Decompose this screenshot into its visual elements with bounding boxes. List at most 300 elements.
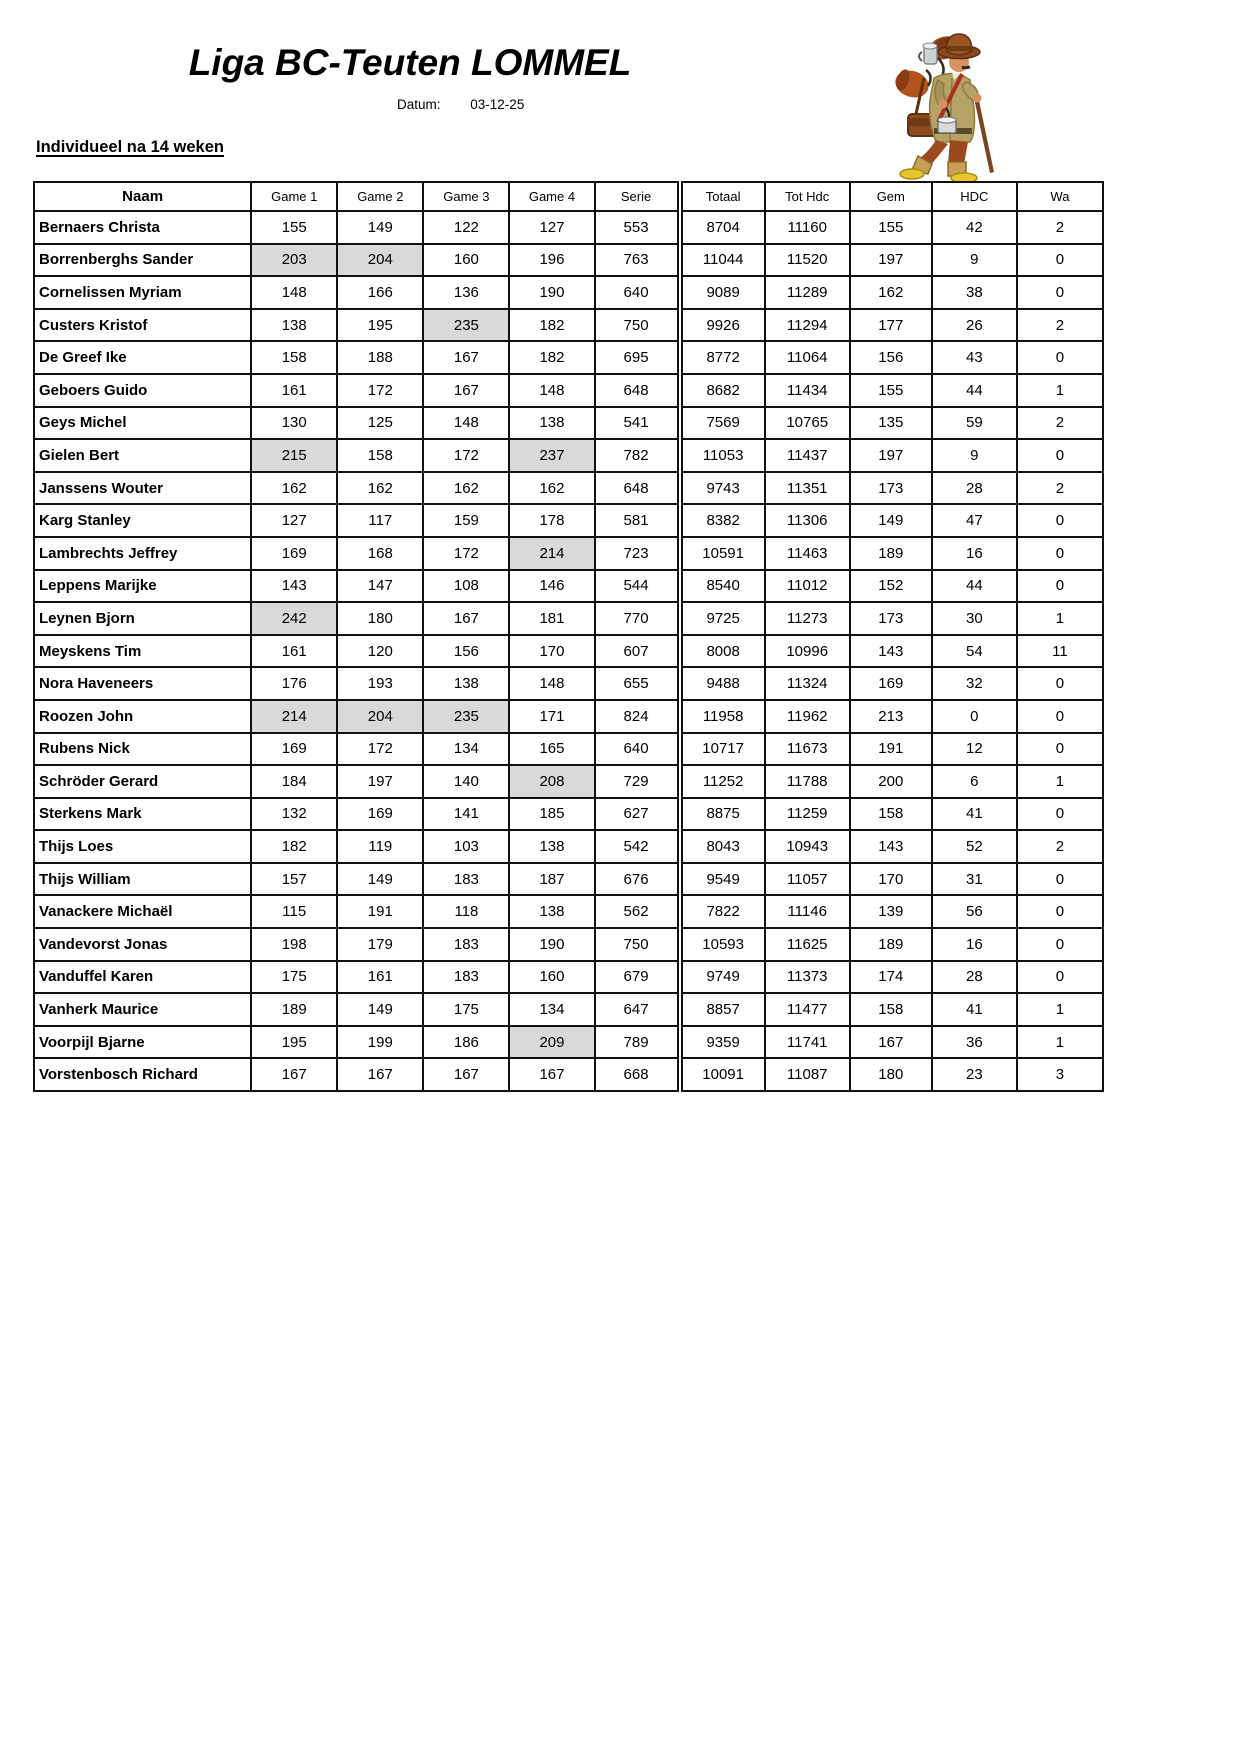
table-row xyxy=(34,276,1103,309)
game-score-cell: 134 xyxy=(423,733,509,766)
wa-cell: 11 xyxy=(1017,635,1103,668)
game-score-cell: 185 xyxy=(509,798,594,831)
totaal-cell: 8704 xyxy=(680,211,765,244)
game-score-cell: 182 xyxy=(509,309,594,342)
serie-cell: 824 xyxy=(595,700,680,733)
serie-cell: 544 xyxy=(595,570,680,603)
wa-cell: 0 xyxy=(1017,863,1103,896)
player-name-cell: Meyskens Tim xyxy=(34,635,251,668)
gem-cell: 213 xyxy=(850,700,932,733)
wa-cell: 0 xyxy=(1017,570,1103,603)
gem-cell: 152 xyxy=(850,570,932,603)
table-row xyxy=(34,537,1103,570)
wa-cell: 0 xyxy=(1017,504,1103,537)
col-header-gem: Gem xyxy=(850,182,932,211)
wa-cell: 0 xyxy=(1017,798,1103,831)
wa-cell: 2 xyxy=(1017,830,1103,863)
tot-hdc-cell: 11437 xyxy=(765,439,850,472)
hdc-cell: 56 xyxy=(932,895,1017,928)
game-score-cell: 189 xyxy=(251,993,337,1026)
game-score-cell: 203 xyxy=(251,244,337,277)
player-name-cell: Nora Haveneers xyxy=(34,667,251,700)
wa-cell: 2 xyxy=(1017,309,1103,342)
game-score-cell: 167 xyxy=(423,341,509,374)
game-score-cell: 214 xyxy=(509,537,594,570)
game-score-cell: 183 xyxy=(423,928,509,961)
hdc-cell: 44 xyxy=(932,374,1017,407)
game-score-cell: 119 xyxy=(337,830,423,863)
game-score-cell: 120 xyxy=(337,635,423,668)
gem-cell: 200 xyxy=(850,765,932,798)
gem-cell: 149 xyxy=(850,504,932,537)
game-score-cell: 166 xyxy=(337,276,423,309)
player-name-cell: Gielen Bert xyxy=(34,439,251,472)
totaal-cell: 10091 xyxy=(680,1058,765,1091)
serie-cell: 770 xyxy=(595,602,680,635)
tot-hdc-cell: 11625 xyxy=(765,928,850,961)
game-score-cell: 188 xyxy=(337,341,423,374)
totaal-cell: 9749 xyxy=(680,961,765,994)
player-name-cell: Bernaers Christa xyxy=(34,211,251,244)
tot-hdc-cell: 11259 xyxy=(765,798,850,831)
game-score-cell: 149 xyxy=(337,211,423,244)
table-row xyxy=(34,863,1103,896)
player-name-cell: Voorpijl Bjarne xyxy=(34,1026,251,1059)
totaal-cell: 11053 xyxy=(680,439,765,472)
wa-cell: 0 xyxy=(1017,341,1103,374)
wa-cell: 0 xyxy=(1017,700,1103,733)
serie-cell: 648 xyxy=(595,472,680,505)
gem-cell: 169 xyxy=(850,667,932,700)
tot-hdc-cell: 10765 xyxy=(765,407,850,440)
game-score-cell: 242 xyxy=(251,602,337,635)
table-row xyxy=(34,439,1103,472)
player-name-cell: Vandevorst Jonas xyxy=(34,928,251,961)
totaal-cell: 9743 xyxy=(680,472,765,505)
serie-cell: 763 xyxy=(595,244,680,277)
date-row xyxy=(397,97,524,112)
game-score-cell: 167 xyxy=(423,1058,509,1091)
game-score-cell: 162 xyxy=(337,472,423,505)
standings-table xyxy=(33,181,1104,1092)
game-score-cell: 149 xyxy=(337,993,423,1026)
gem-cell: 158 xyxy=(850,798,932,831)
table-row xyxy=(34,407,1103,440)
game-score-cell: 149 xyxy=(337,863,423,896)
gem-cell: 177 xyxy=(850,309,932,342)
table-row xyxy=(34,798,1103,831)
tot-hdc-cell: 11477 xyxy=(765,993,850,1026)
wa-cell: 0 xyxy=(1017,244,1103,277)
wa-cell: 2 xyxy=(1017,211,1103,244)
wa-cell: 1 xyxy=(1017,602,1103,635)
hdc-cell: 52 xyxy=(932,830,1017,863)
tot-hdc-cell: 11324 xyxy=(765,667,850,700)
header-row xyxy=(34,182,1103,211)
col-header-serie: Serie xyxy=(595,182,680,211)
hdc-cell: 43 xyxy=(932,341,1017,374)
serie-cell: 668 xyxy=(595,1058,680,1091)
gem-cell: 139 xyxy=(850,895,932,928)
totaal-cell: 11252 xyxy=(680,765,765,798)
wa-cell: 1 xyxy=(1017,1026,1103,1059)
tot-hdc-cell: 11463 xyxy=(765,537,850,570)
game-score-cell: 187 xyxy=(509,863,594,896)
player-name-cell: Thijs Loes xyxy=(34,830,251,863)
game-score-cell: 138 xyxy=(509,830,594,863)
game-score-cell: 190 xyxy=(509,276,594,309)
col-header-hdc: HDC xyxy=(932,182,1017,211)
game-score-cell: 195 xyxy=(251,1026,337,1059)
game-score-cell: 176 xyxy=(251,667,337,700)
gem-cell: 158 xyxy=(850,993,932,1026)
game-score-cell: 186 xyxy=(423,1026,509,1059)
hdc-cell: 44 xyxy=(932,570,1017,603)
game-score-cell: 193 xyxy=(337,667,423,700)
game-score-cell: 180 xyxy=(337,602,423,635)
gem-cell: 174 xyxy=(850,961,932,994)
game-score-cell: 161 xyxy=(251,635,337,668)
gem-cell: 180 xyxy=(850,1058,932,1091)
player-name-cell: Cornelissen Myriam xyxy=(34,276,251,309)
game-score-cell: 122 xyxy=(423,211,509,244)
col-header-wa: Wa xyxy=(1017,182,1103,211)
game-score-cell: 209 xyxy=(509,1026,594,1059)
col-header-game-4: Game 4 xyxy=(509,182,594,211)
table-row xyxy=(34,472,1103,505)
serie-cell: 562 xyxy=(595,895,680,928)
serie-cell: 782 xyxy=(595,439,680,472)
game-score-cell: 215 xyxy=(251,439,337,472)
player-name-cell: Vanherk Maurice xyxy=(34,993,251,1026)
totaal-cell: 8043 xyxy=(680,830,765,863)
tot-hdc-cell: 11160 xyxy=(765,211,850,244)
game-score-cell: 172 xyxy=(423,537,509,570)
game-score-cell: 182 xyxy=(509,341,594,374)
wa-cell: 3 xyxy=(1017,1058,1103,1091)
gem-cell: 162 xyxy=(850,276,932,309)
totaal-cell: 9488 xyxy=(680,667,765,700)
game-score-cell: 162 xyxy=(509,472,594,505)
table-row xyxy=(34,341,1103,374)
game-score-cell: 138 xyxy=(509,407,594,440)
game-score-cell: 162 xyxy=(423,472,509,505)
table-row xyxy=(34,733,1103,766)
hdc-cell: 16 xyxy=(932,537,1017,570)
tot-hdc-cell: 11351 xyxy=(765,472,850,505)
table-row xyxy=(34,635,1103,668)
game-score-cell: 191 xyxy=(337,895,423,928)
player-name-cell: Custers Kristof xyxy=(34,309,251,342)
player-name-cell: Leppens Marijke xyxy=(34,570,251,603)
game-score-cell: 184 xyxy=(251,765,337,798)
totaal-cell: 10593 xyxy=(680,928,765,961)
gem-cell: 170 xyxy=(850,863,932,896)
game-score-cell: 138 xyxy=(423,667,509,700)
game-score-cell: 175 xyxy=(423,993,509,1026)
wa-cell: 2 xyxy=(1017,472,1103,505)
tot-hdc-cell: 11306 xyxy=(765,504,850,537)
game-score-cell: 148 xyxy=(509,374,594,407)
game-score-cell: 156 xyxy=(423,635,509,668)
wa-cell: 0 xyxy=(1017,667,1103,700)
wa-cell: 1 xyxy=(1017,374,1103,407)
game-score-cell: 204 xyxy=(337,244,423,277)
date-label: Datum: xyxy=(397,97,441,112)
game-score-cell: 175 xyxy=(251,961,337,994)
game-score-cell: 182 xyxy=(251,830,337,863)
game-score-cell: 235 xyxy=(423,700,509,733)
player-name-cell: Lambrechts Jeffrey xyxy=(34,537,251,570)
game-score-cell: 167 xyxy=(423,602,509,635)
wa-cell: 0 xyxy=(1017,961,1103,994)
col-header-game-3: Game 3 xyxy=(423,182,509,211)
totaal-cell: 8008 xyxy=(680,635,765,668)
hdc-cell: 36 xyxy=(932,1026,1017,1059)
table-row xyxy=(34,309,1103,342)
tot-hdc-cell: 11057 xyxy=(765,863,850,896)
game-score-cell: 168 xyxy=(337,537,423,570)
game-score-cell: 125 xyxy=(337,407,423,440)
table-row xyxy=(34,928,1103,961)
serie-cell: 729 xyxy=(595,765,680,798)
gem-cell: 189 xyxy=(850,928,932,961)
game-score-cell: 136 xyxy=(423,276,509,309)
player-name-cell: Janssens Wouter xyxy=(34,472,251,505)
hdc-cell: 9 xyxy=(932,439,1017,472)
hdc-cell: 12 xyxy=(932,733,1017,766)
standings-table-wrap xyxy=(33,181,1104,1092)
game-score-cell: 179 xyxy=(337,928,423,961)
hdc-cell: 41 xyxy=(932,798,1017,831)
game-score-cell: 169 xyxy=(337,798,423,831)
game-score-cell: 181 xyxy=(509,602,594,635)
tot-hdc-cell: 11273 xyxy=(765,602,850,635)
section-title: Individueel na 14 weken xyxy=(36,138,224,156)
totaal-cell: 8540 xyxy=(680,570,765,603)
tot-hdc-cell: 11741 xyxy=(765,1026,850,1059)
hdc-cell: 16 xyxy=(932,928,1017,961)
game-score-cell: 138 xyxy=(251,309,337,342)
hdc-cell: 47 xyxy=(932,504,1017,537)
gem-cell: 173 xyxy=(850,472,932,505)
game-score-cell: 157 xyxy=(251,863,337,896)
totaal-cell: 8382 xyxy=(680,504,765,537)
wa-cell: 0 xyxy=(1017,928,1103,961)
game-score-cell: 170 xyxy=(509,635,594,668)
hdc-cell: 9 xyxy=(932,244,1017,277)
game-score-cell: 169 xyxy=(251,733,337,766)
gem-cell: 191 xyxy=(850,733,932,766)
gem-cell: 197 xyxy=(850,244,932,277)
page-title: Liga BC-Teuten LOMMEL xyxy=(188,42,632,83)
game-score-cell: 172 xyxy=(337,374,423,407)
hdc-cell: 26 xyxy=(932,309,1017,342)
serie-cell: 679 xyxy=(595,961,680,994)
game-score-cell: 196 xyxy=(509,244,594,277)
serie-cell: 648 xyxy=(595,374,680,407)
wa-cell: 0 xyxy=(1017,895,1103,928)
wa-cell: 0 xyxy=(1017,276,1103,309)
game-score-cell: 214 xyxy=(251,700,337,733)
game-score-cell: 127 xyxy=(509,211,594,244)
col-header-naam: Naam xyxy=(34,182,251,211)
table-row xyxy=(34,374,1103,407)
game-score-cell: 235 xyxy=(423,309,509,342)
game-score-cell: 161 xyxy=(337,961,423,994)
tot-hdc-cell: 11962 xyxy=(765,700,850,733)
game-score-cell: 167 xyxy=(509,1058,594,1091)
totaal-cell: 8682 xyxy=(680,374,765,407)
game-score-cell: 118 xyxy=(423,895,509,928)
game-score-cell: 208 xyxy=(509,765,594,798)
player-name-cell: Karg Stanley xyxy=(34,504,251,537)
col-header-tot-hdc: Tot Hdc xyxy=(765,182,850,211)
table-row xyxy=(34,765,1103,798)
game-score-cell: 167 xyxy=(251,1058,337,1091)
player-name-cell: Thijs William xyxy=(34,863,251,896)
totaal-cell: 9359 xyxy=(680,1026,765,1059)
table-row xyxy=(34,244,1103,277)
player-name-cell: Vanduffel Karen xyxy=(34,961,251,994)
game-score-cell: 158 xyxy=(251,341,337,374)
player-name-cell: Rubens Nick xyxy=(34,733,251,766)
game-score-cell: 167 xyxy=(423,374,509,407)
serie-cell: 640 xyxy=(595,733,680,766)
hdc-cell: 54 xyxy=(932,635,1017,668)
table-row xyxy=(34,700,1103,733)
serie-cell: 750 xyxy=(595,928,680,961)
hdc-cell: 30 xyxy=(932,602,1017,635)
game-score-cell: 198 xyxy=(251,928,337,961)
gem-cell: 143 xyxy=(850,635,932,668)
game-score-cell: 162 xyxy=(251,472,337,505)
table-row xyxy=(34,993,1103,1026)
player-name-cell: Geys Michel xyxy=(34,407,251,440)
col-header-game-2: Game 2 xyxy=(337,182,423,211)
game-score-cell: 134 xyxy=(509,993,594,1026)
serie-cell: 627 xyxy=(595,798,680,831)
hdc-cell: 0 xyxy=(932,700,1017,733)
table-row xyxy=(34,504,1103,537)
player-name-cell: De Greef Ike xyxy=(34,341,251,374)
hdc-cell: 23 xyxy=(932,1058,1017,1091)
wa-cell: 0 xyxy=(1017,439,1103,472)
hdc-cell: 59 xyxy=(932,407,1017,440)
serie-cell: 655 xyxy=(595,667,680,700)
hdc-cell: 28 xyxy=(932,961,1017,994)
totaal-cell: 8772 xyxy=(680,341,765,374)
tot-hdc-cell: 11520 xyxy=(765,244,850,277)
tot-hdc-cell: 11064 xyxy=(765,341,850,374)
tot-hdc-cell: 11146 xyxy=(765,895,850,928)
serie-cell: 542 xyxy=(595,830,680,863)
game-score-cell: 158 xyxy=(337,439,423,472)
game-score-cell: 148 xyxy=(509,667,594,700)
game-score-cell: 190 xyxy=(509,928,594,961)
wa-cell: 1 xyxy=(1017,765,1103,798)
player-name-cell: Vanackere Michaël xyxy=(34,895,251,928)
game-score-cell: 132 xyxy=(251,798,337,831)
wa-cell: 0 xyxy=(1017,733,1103,766)
gem-cell: 167 xyxy=(850,1026,932,1059)
serie-cell: 607 xyxy=(595,635,680,668)
game-score-cell: 237 xyxy=(509,439,594,472)
player-name-cell: Geboers Guido xyxy=(34,374,251,407)
player-name-cell: Roozen John xyxy=(34,700,251,733)
table-row xyxy=(34,1058,1103,1091)
game-score-cell: 160 xyxy=(509,961,594,994)
game-score-cell: 160 xyxy=(423,244,509,277)
table-row xyxy=(34,961,1103,994)
game-score-cell: 130 xyxy=(251,407,337,440)
game-score-cell: 183 xyxy=(423,961,509,994)
game-score-cell: 146 xyxy=(509,570,594,603)
totaal-cell: 9089 xyxy=(680,276,765,309)
totaal-cell: 10591 xyxy=(680,537,765,570)
serie-cell: 695 xyxy=(595,341,680,374)
totaal-cell: 9549 xyxy=(680,863,765,896)
gem-cell: 173 xyxy=(850,602,932,635)
totaal-cell: 10717 xyxy=(680,733,765,766)
gem-cell: 135 xyxy=(850,407,932,440)
serie-cell: 789 xyxy=(595,1026,680,1059)
serie-cell: 647 xyxy=(595,993,680,1026)
tot-hdc-cell: 11012 xyxy=(765,570,850,603)
game-score-cell: 115 xyxy=(251,895,337,928)
serie-cell: 676 xyxy=(595,863,680,896)
tot-hdc-cell: 10996 xyxy=(765,635,850,668)
hdc-cell: 38 xyxy=(932,276,1017,309)
hdc-cell: 32 xyxy=(932,667,1017,700)
game-score-cell: 178 xyxy=(509,504,594,537)
hdc-cell: 42 xyxy=(932,211,1017,244)
tot-hdc-cell: 11289 xyxy=(765,276,850,309)
tot-hdc-cell: 11373 xyxy=(765,961,850,994)
table-row xyxy=(34,570,1103,603)
hdc-cell: 31 xyxy=(932,863,1017,896)
player-name-cell: Borrenberghs Sander xyxy=(34,244,251,277)
game-score-cell: 204 xyxy=(337,700,423,733)
wa-cell: 2 xyxy=(1017,407,1103,440)
game-score-cell: 138 xyxy=(509,895,594,928)
gem-cell: 155 xyxy=(850,211,932,244)
player-name-cell: Leynen Bjorn xyxy=(34,602,251,635)
serie-cell: 553 xyxy=(595,211,680,244)
player-name-cell: Schröder Gerard xyxy=(34,765,251,798)
game-score-cell: 147 xyxy=(337,570,423,603)
game-score-cell: 183 xyxy=(423,863,509,896)
game-score-cell: 140 xyxy=(423,765,509,798)
wa-cell: 0 xyxy=(1017,537,1103,570)
table-row xyxy=(34,830,1103,863)
table-row xyxy=(34,667,1103,700)
hdc-cell: 6 xyxy=(932,765,1017,798)
date-value: 03-12-25 xyxy=(470,97,525,112)
col-header-totaal: Totaal xyxy=(680,182,765,211)
table-row xyxy=(34,211,1103,244)
tot-hdc-cell: 11673 xyxy=(765,733,850,766)
tot-hdc-cell: 11087 xyxy=(765,1058,850,1091)
tot-hdc-cell: 11434 xyxy=(765,374,850,407)
table-row xyxy=(34,1026,1103,1059)
totaal-cell: 7569 xyxy=(680,407,765,440)
game-score-cell: 117 xyxy=(337,504,423,537)
hdc-cell: 28 xyxy=(932,472,1017,505)
game-score-cell: 143 xyxy=(251,570,337,603)
player-name-cell: Vorstenbosch Richard xyxy=(34,1058,251,1091)
gem-cell: 189 xyxy=(850,537,932,570)
